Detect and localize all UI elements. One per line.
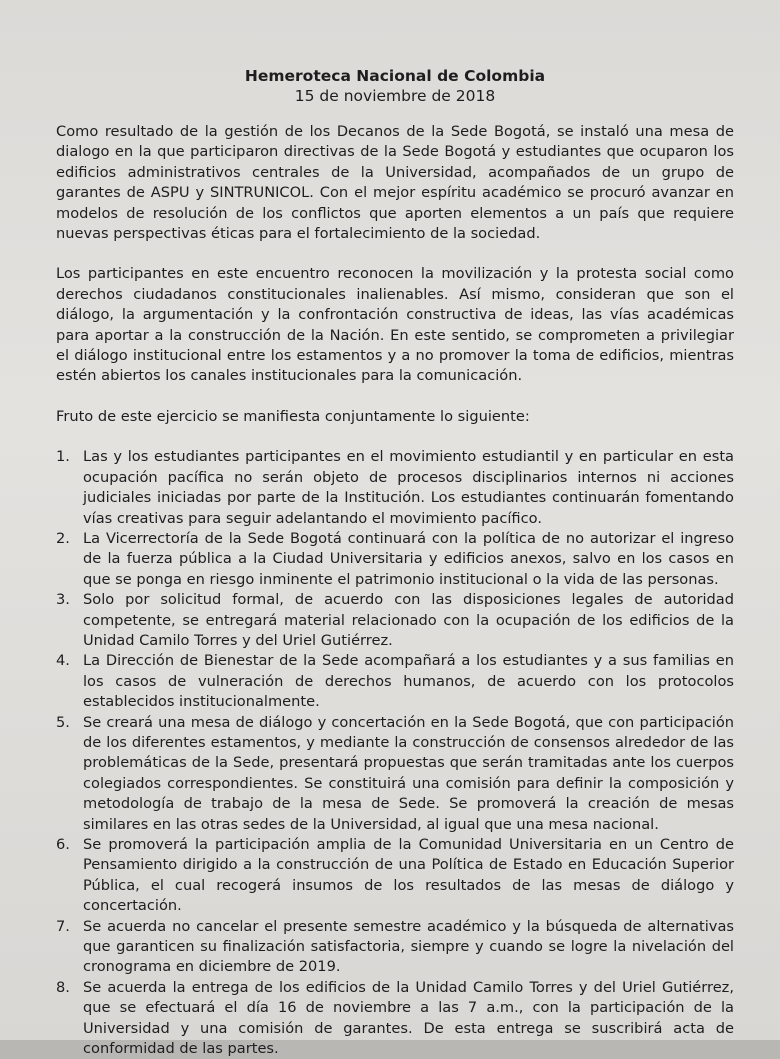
list-item-number: 5.	[56, 713, 70, 731]
list-item-2	[56, 529, 734, 590]
agreement-lead-paragraph: Fruto de este ejercicio se manifiesta conjuntamente lo siguiente:	[56, 407, 530, 425]
list-item-7	[56, 917, 734, 978]
list-item-3	[56, 590, 734, 651]
list-item-number: 1.	[56, 448, 70, 466]
list-item-number: 4.	[56, 652, 70, 670]
list-item-text: La Dirección de Bienestar de la Sede acompañará a los estudiantes y a sus familias en los casos de vulneración de derechos humanos, de acuerdo con los protocolos establecidos institucionalmente.	[83, 652, 734, 711]
list-item-number: 6.	[56, 836, 70, 853]
agreement-list	[56, 447, 734, 1059]
list-item-text: Se promoverá la participación amplia de la Comunidad Universitaria en un Centro de Pensamiento dirigido a la construcción de una Política de Estado en Educación Superior Pública, el cual recogerá insumos de los resultados de las mesas de diálogo y concertación.	[83, 836, 734, 915]
list-item-8	[56, 978, 734, 1059]
list-item-number: 2.	[56, 529, 70, 547]
list-item-6	[56, 835, 734, 917]
list-item-number: 3.	[56, 591, 70, 609]
list-item-1	[56, 447, 734, 529]
list-item-4	[56, 651, 734, 712]
list-item-number: 7.	[56, 917, 70, 935]
list-item-text: Las y los estudiantes participantes en el movimiento estudiantil y en particular en esta ocupación pacífica no serán objeto de procesos disciplinarios internos ni acciones judiciales iniciadas por parte de la Institución. Los estudiantes continuarán fomentando vías creativas para seguir adelantando el movimiento pacífico.	[83, 448, 734, 527]
list-item-text: Solo por solicitud formal, de acuerdo con las disposiciones legales de autoridad competente, se entregará material relacionado con la ocupación de los edificios de la Unidad Camilo Torres y del Uriel Gutiérrez.	[83, 591, 734, 649]
intro-paragraph: Como resultado de la gestión de los Decanos de la Sede Bogotá, se instaló una mesa de dialogo en la que participaron directivas de la Sede Bogotá y estudiantes que ocuparon los edificios administrativos centrales de la Universidad, acompañados de un grupo de garantes de ASPU y SINTRUNICOL. Con el mejor espíritu académico se procuró avanzar en modelos de resolución de los conflictos que aporten elementos a un país que requiere nuevas perspectivas éticas para el fortalecimiento de la sociedad.	[56, 123, 734, 243]
list-item-text: Se acuerda la entrega de los edificios de la Unidad Camilo Torres y del Uriel Gutiérrez, que se efectuará el día 16 de noviembre a las 7 a.m., con la participación de la Universidad y una comisión de garantes. De esta entrega se suscribirá acta de conformidad de las partes.	[83, 978, 734, 1058]
document-date: 15 de noviembre de 2018	[294, 87, 496, 105]
document-title: Hemeroteca Nacional de Colombia	[244, 67, 546, 85]
list-item-text: Se creará una mesa de diálogo y concertación en la Sede Bogotá, que con participación de los diferentes estamentos, y mediante la construcción de consensos alrededor de las problemáticas de la Sede, presentará propuestas que serán tramitadas ante los cuerpos colegiados correspondientes. Se constituirá una comisión para definir la composición y metodología de trabajo de la mesa de Sede. Se promoverá la creación de mesas similares en las otras sedes de la Universidad, al igual que una mesa nacional.	[83, 713, 734, 833]
recognition-paragraph: Los participantes en este encuentro reconocen la movilización y la protesta social como derechos ciudadanos constitucionales inalienables. Así mismo, consideran que son el diálogo, la argumentación y la confrontación constructiva de ideas, las vías académicas para aportar a la construcción de la Nación. En este sentido, se comprometen a privilegiar el diálogo institucional entre los estamentos y a no promover la toma de edificios, mientras estén abiertos los canales institucionales para la comunicación.	[56, 265, 734, 385]
list-item-text: Se acuerda no cancelar el presente semestre académico y la búsqueda de alternativas que garanticen su finalización satisfactoria, siempre y cuando se logre la nivelación del cronograma en diciembre de 2019.	[83, 917, 734, 976]
list-item-text: La Vicerrectoría de la Sede Bogotá continuará con la política de no autorizar el ingreso de la fuerza pública a la Ciudad Universitaria y edificios anexos, salvo en los casos en que se ponga en riesgo inminente el patrimonio institucional o la vida de las personas.	[83, 529, 734, 588]
list-item-5	[56, 713, 734, 835]
list-item-number: 8.	[56, 978, 70, 996]
document-header	[56, 66, 734, 106]
